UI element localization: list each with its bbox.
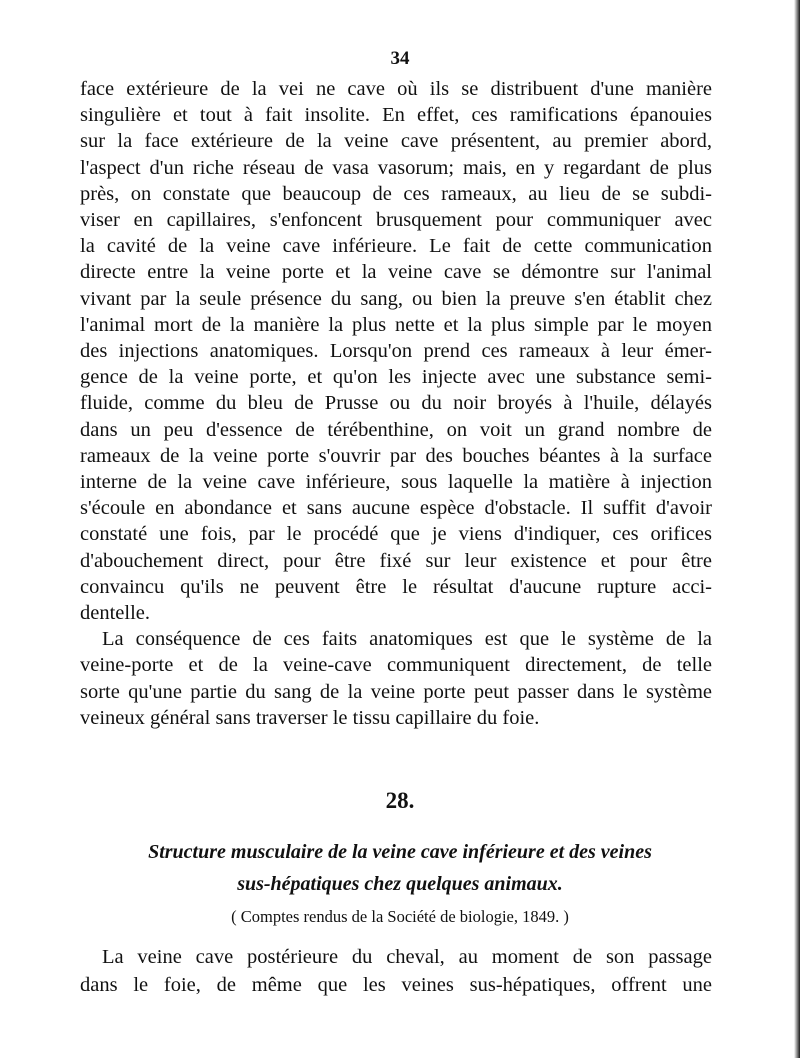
text-line: sur la face extérieure de la veine cave présentent, au premier abord, <box>80 130 712 153</box>
text-line: face extérieure de la vei ne cave où ils se distribuent d'une manière <box>80 78 712 100</box>
text-line: l'aspect d'un riche réseau de vasa vasorum; mais, en y regardant de plus <box>80 156 712 179</box>
text-line: singulière et tout à fait insolite. En effet, ces ramifications épanouies <box>80 104 712 127</box>
text-line: l'animal mort de la manière la plus nette et la plus simple par le moyen <box>80 313 712 336</box>
paragraph-2 <box>80 626 712 731</box>
text-line: La veine cave postérieure du cheval, au moment de son passage <box>102 946 712 968</box>
section-number: 28. <box>385 788 415 813</box>
text-line: constaté une fois, par le procédé que je viens d'indiquer, ces orifices <box>80 523 712 546</box>
text-line: s'écoule en abondance et sans aucune espèce d'obstacle. Il suffit d'avoir <box>80 497 712 520</box>
text-line: convaincu qu'ils ne peuvent être le résultat d'aucune rupture acci- <box>80 575 712 598</box>
text-line: sorte qu'une partie du sang de la veine porte peut passer dans le système <box>80 680 712 703</box>
section-title-line: Structure musculaire de la veine cave inférieure et des veines <box>148 841 652 863</box>
text-line: fluide, comme du bleu de Prusse ou du noir broyés à l'huile, délayés <box>80 392 712 415</box>
text-line: dans le foie, de même que les veines sus-hépatiques, offrent une <box>80 973 712 996</box>
paragraph-3 <box>80 944 712 999</box>
text-line: veineux général sans traverser le tissu capillaire du foie. <box>80 706 540 729</box>
text-line: viser en capillaires, s'enfoncent brusquement pour communiquer avec <box>80 209 712 232</box>
text-line: d'abouchement direct, pour être fixé sur leur existence et pour être <box>80 549 712 572</box>
scan-edge-shadow <box>794 0 800 1058</box>
main-text-block <box>80 76 712 731</box>
section-title <box>100 836 700 900</box>
text-line: la cavité de la veine cave inférieure. Le fait de cette communication <box>80 235 712 258</box>
text-line: près, on constate que beaucoup de ces rameaux, au lieu de se subdi- <box>80 182 712 205</box>
page-number: 34 <box>390 48 410 69</box>
text-line: directe entre la veine porte et la veine cave se démontre sur l'animal <box>80 261 712 284</box>
text-line: interne de la veine cave inférieure, sous laquelle la matière à injection <box>80 471 712 494</box>
text-line: des injections anatomiques. Lorsqu'on prend ces rameaux à leur émer- <box>80 340 712 363</box>
paragraph-1 <box>80 76 712 626</box>
text-line: vivant par la seule présence du sang, ou bien la preuve s'en établit chez <box>80 287 712 310</box>
text-line: veine-porte et de la veine-cave communiquent directement, de telle <box>80 654 712 677</box>
text-line: dentelle. <box>80 602 151 625</box>
section-title-line: sus-hépatiques chez quelques animaux. <box>237 873 563 895</box>
text-line: La conséquence de ces faits anatomiques est que le système de la <box>102 628 712 651</box>
citation: ( Comptes rendus de la Société de biologie, 1849. ) <box>231 907 569 926</box>
text-line: gence de la veine porte, et qu'on les injecte avec une substance semi- <box>80 366 712 389</box>
text-line: rameaux de la veine porte s'ouvrir par des bouches béantes à la surface <box>80 444 712 467</box>
text-line: dans un peu d'essence de térébenthine, on voit un grand nombre de <box>80 418 712 441</box>
